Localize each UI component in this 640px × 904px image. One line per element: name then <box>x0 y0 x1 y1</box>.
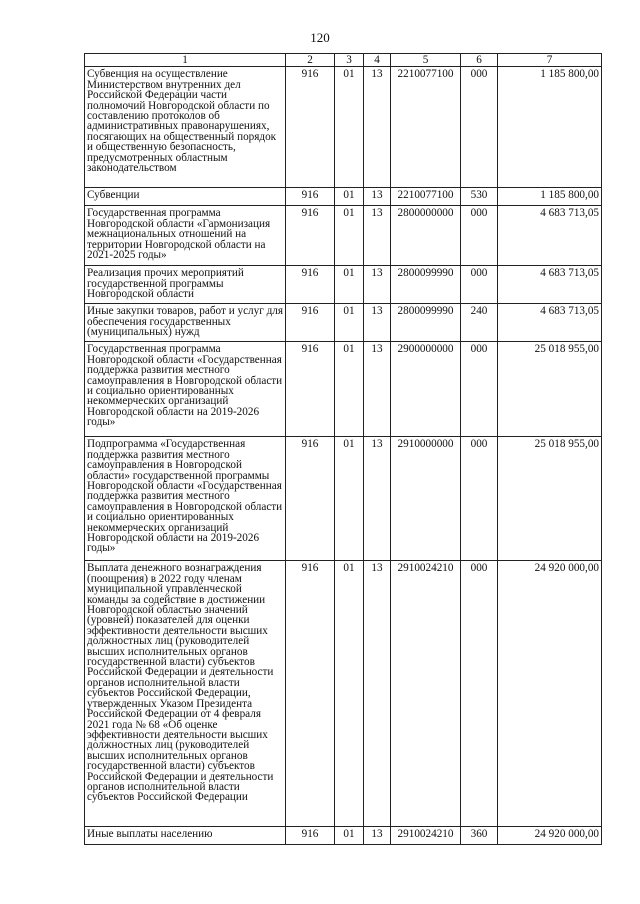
ministry-code: 916 <box>286 827 335 845</box>
section-code: 01 <box>335 342 364 437</box>
column-header-1: 1 <box>85 54 286 67</box>
subsection-code: 13 <box>364 561 391 827</box>
section-code: 01 <box>335 67 364 188</box>
ministry-code: 916 <box>286 342 335 437</box>
row-name: Субвенция на осуществление Министерством внутренних дел Российской Федерации части полномочий Новгородской области по составлению протоколов об административных правонарушениях, посягающих на общественный порядок и общественную безопасность, предусмотренных областным законодательством <box>85 67 286 188</box>
subsection-code: 13 <box>364 827 391 845</box>
table-row <box>85 266 602 304</box>
table-row <box>85 342 602 437</box>
amount: 1 185 800,00 <box>498 188 602 206</box>
column-header-2: 2 <box>286 54 335 67</box>
target-article-code: 2910024210 <box>391 827 461 845</box>
section-code: 01 <box>335 206 364 266</box>
expense-type-code: 000 <box>461 67 498 188</box>
expense-type-code: 000 <box>461 437 498 561</box>
ministry-code: 916 <box>286 67 335 188</box>
column-header-6: 6 <box>461 54 498 67</box>
amount: 4 683 713,05 <box>498 206 602 266</box>
section-code: 01 <box>335 304 364 342</box>
section-code: 01 <box>335 188 364 206</box>
target-article-code: 2210077100 <box>391 188 461 206</box>
subsection-code: 13 <box>364 342 391 437</box>
amount: 4 683 713,05 <box>498 266 602 304</box>
subsection-code: 13 <box>364 304 391 342</box>
row-name: Иные выплаты населению <box>85 827 286 845</box>
expense-type-code: 000 <box>461 266 498 304</box>
section-code: 01 <box>335 266 364 304</box>
expense-type-code: 000 <box>461 342 498 437</box>
amount: 1 185 800,00 <box>498 67 602 188</box>
row-name: Государственная программа Новгородской области «Гармонизация межнациональных отношений на территории Новгородской области на 2021-2025 годы» <box>85 206 286 266</box>
row-name: Выплата денежного вознаграждения (поощрения) в 2022 году членам муниципальной управленческой команды за содействие в достижении Новгородской областью значений (уровней) показателей для оценки эффективности деятельности высших должностных лиц (руководителей высших исполнительных органов государственной власти) субъектов Российской Федерации и деятельности органов исполнительной власти субъектов Российской Федерации, утвержденных Указом Президента Российской Федерации от 4 февраля 2021 года № 68 «Об оценке эффективности деятельности высших должностных лиц (руководителей высших исполнительных органов государственной власти) субъектов Российской Федерации и деятельности органов исполнительной власти субъектов Российской Федерации <box>85 561 286 827</box>
table-row <box>85 67 602 188</box>
column-header-5: 5 <box>391 54 461 67</box>
amount: 25 018 955,00 <box>498 437 602 561</box>
subsection-code: 13 <box>364 437 391 561</box>
subsection-code: 13 <box>364 266 391 304</box>
target-article-code: 2800099990 <box>391 266 461 304</box>
row-name: Субвенции <box>85 188 286 206</box>
table-row <box>85 561 602 827</box>
target-article-code: 2910000000 <box>391 437 461 561</box>
expense-type-code: 000 <box>461 561 498 827</box>
row-name: Подпрограмма «Государственная поддержка развития местного самоуправления в Новгородской области» государственной программы Новгородской области «Государственная поддержка развития местного самоуправления в Новгородской области и социально ориентированных некоммерческих организаций Новгородской области на 2019-2026 годы» <box>85 437 286 561</box>
target-article-code: 2910024210 <box>391 561 461 827</box>
column-header-3: 3 <box>335 54 364 67</box>
page-number: 120 <box>310 30 330 45</box>
target-article-code: 2800000000 <box>391 206 461 266</box>
amount: 4 683 713,05 <box>498 304 602 342</box>
target-article-code: 2900000000 <box>391 342 461 437</box>
expense-type-code: 360 <box>461 827 498 845</box>
column-header-4: 4 <box>364 54 391 67</box>
row-name: Государственная программа Новгородской области «Государственная поддержка развития местного самоуправления в Новгородской области и социально ориентированных некоммерческих организаций Новгородской области на 2019-2026 годы» <box>85 342 286 437</box>
column-header-7: 7 <box>498 54 602 67</box>
amount: 24 920 000,00 <box>498 827 602 845</box>
target-article-code: 2800099990 <box>391 304 461 342</box>
ministry-code: 916 <box>286 304 335 342</box>
section-code: 01 <box>335 827 364 845</box>
table-row <box>85 304 602 342</box>
ministry-code: 916 <box>286 561 335 827</box>
expense-type-code: 000 <box>461 206 498 266</box>
table-row <box>85 188 602 206</box>
ministry-code: 916 <box>286 266 335 304</box>
amount: 24 920 000,00 <box>498 561 602 827</box>
ministry-code: 916 <box>286 437 335 561</box>
table-row <box>85 827 602 845</box>
column-number-row <box>85 54 602 67</box>
table-row <box>85 206 602 266</box>
section-code: 01 <box>335 437 364 561</box>
expense-type-code: 240 <box>461 304 498 342</box>
table-row <box>85 437 602 561</box>
expense-type-code: 530 <box>461 188 498 206</box>
row-name: Реализация прочих мероприятий государственной программы Новгородской области <box>85 266 286 304</box>
amount: 25 018 955,00 <box>498 342 602 437</box>
ministry-code: 916 <box>286 188 335 206</box>
subsection-code: 13 <box>364 67 391 188</box>
subsection-code: 13 <box>364 206 391 266</box>
ministry-code: 916 <box>286 206 335 266</box>
target-article-code: 2210077100 <box>391 67 461 188</box>
section-code: 01 <box>335 561 364 827</box>
subsection-code: 13 <box>364 188 391 206</box>
row-name: Иные закупки товаров, работ и услуг для обеспечения государственных (муниципальных) нужд <box>85 304 286 342</box>
budget-table <box>84 53 602 845</box>
